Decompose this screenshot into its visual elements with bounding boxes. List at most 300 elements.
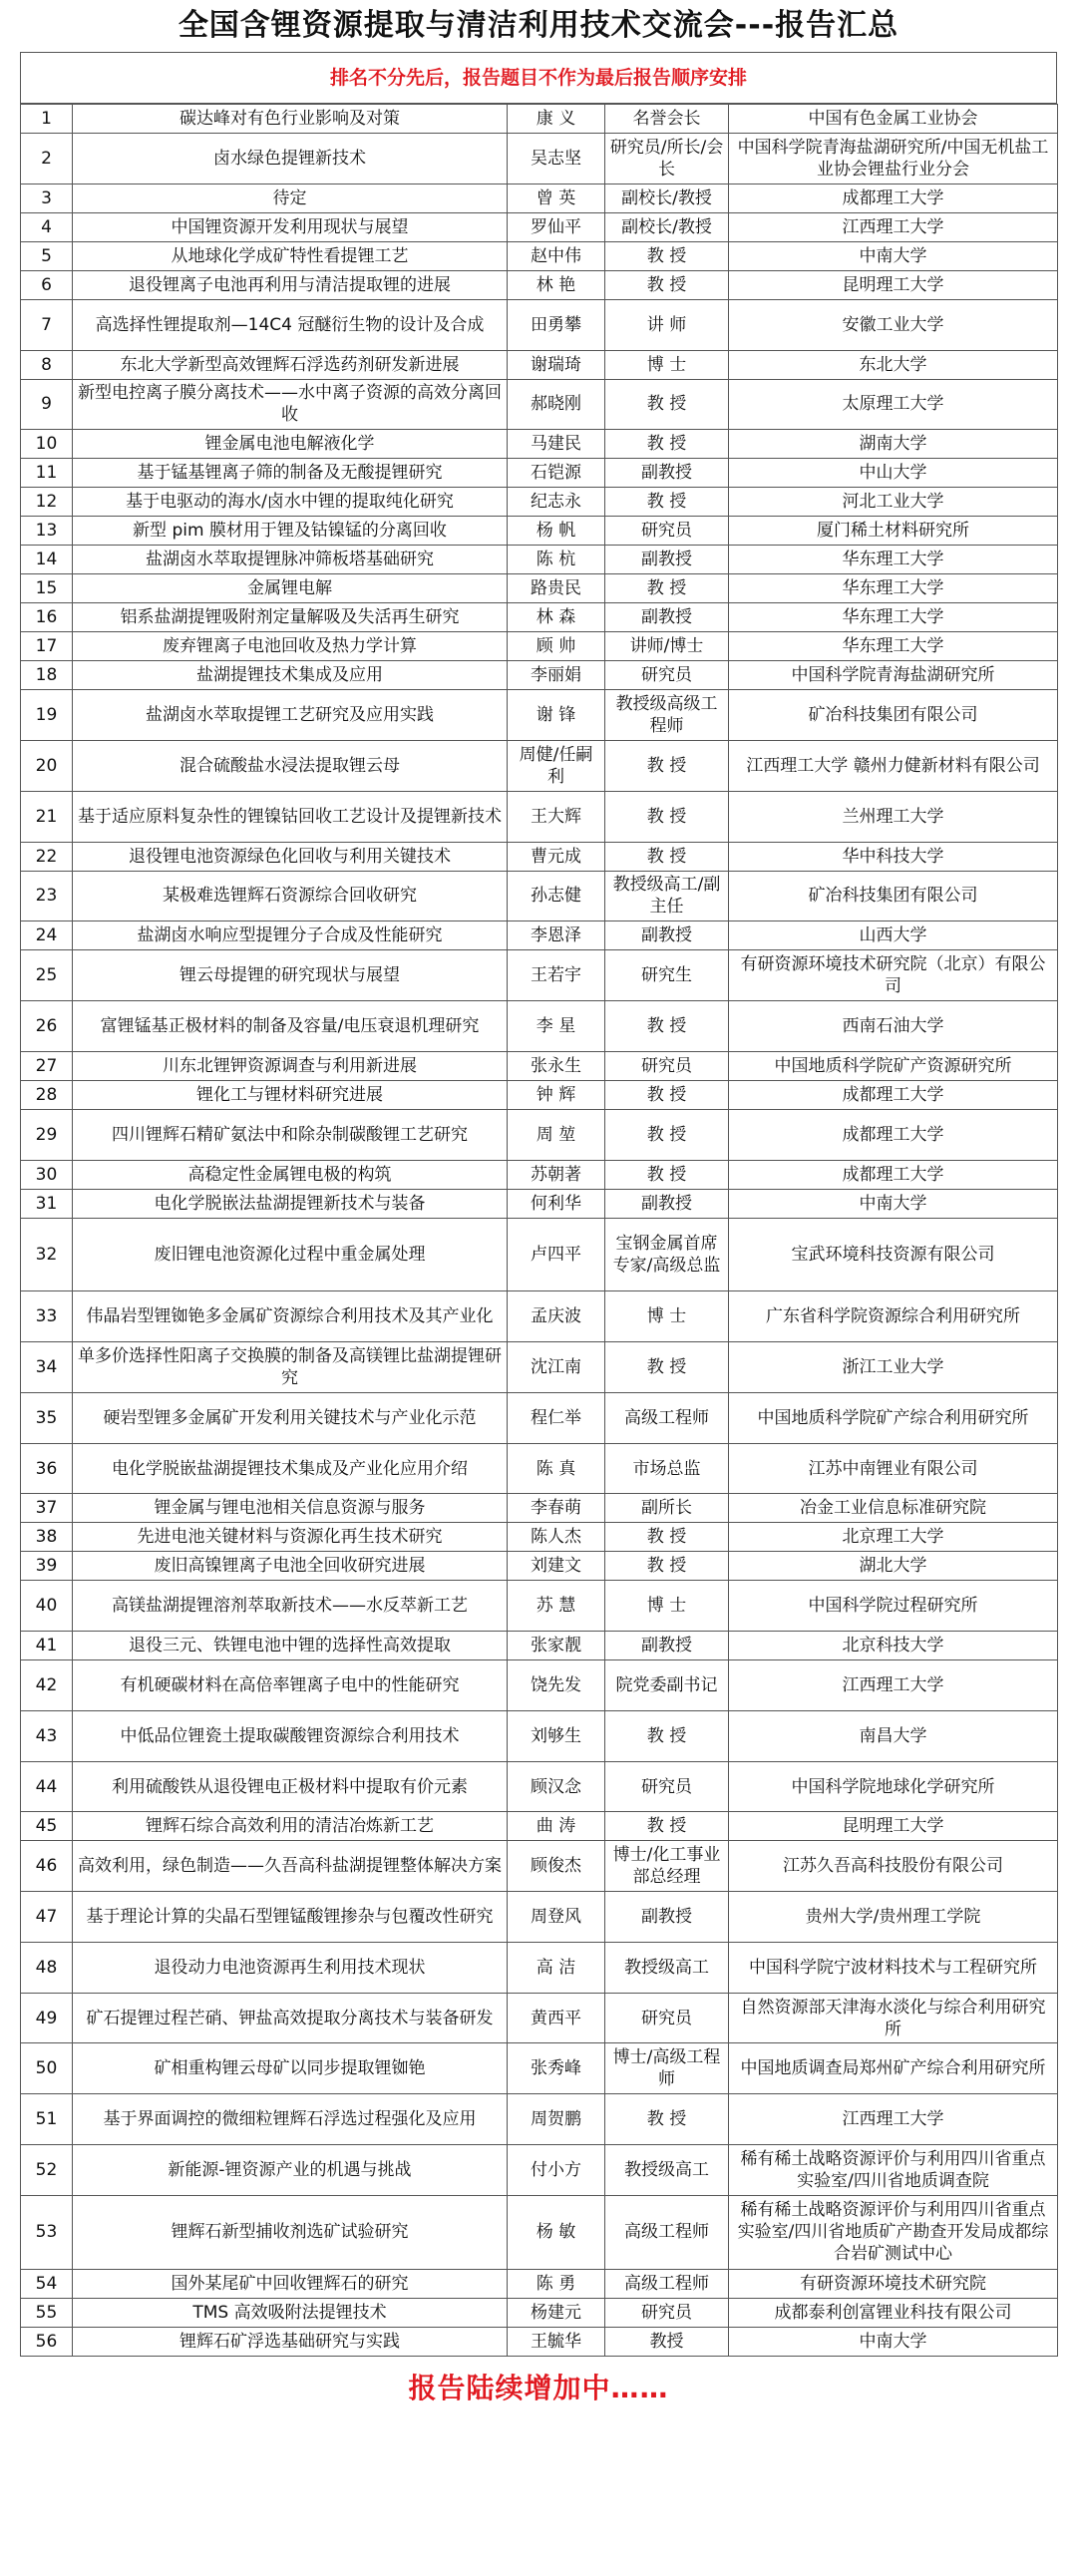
row-number-cell: 20: [21, 741, 73, 792]
speaker-name-cell: 曾 英: [508, 184, 605, 212]
speaker-title-cell: 博 士: [605, 1581, 729, 1632]
speaker-title-cell: 教 授: [605, 1710, 729, 1761]
speaker-name-cell: 卢四平: [508, 1218, 605, 1291]
speaker-name-cell: 周登风: [508, 1892, 605, 1943]
speaker-title-cell: 教 授: [605, 1812, 729, 1841]
speaker-name-cell: 张家靓: [508, 1632, 605, 1660]
speaker-name-cell: 林 森: [508, 603, 605, 632]
table-row: [21, 350, 1058, 379]
report-title-cell: 废旧高镍锂离子电池全回收研究进展: [73, 1552, 508, 1581]
speaker-title-cell: 研究员: [605, 517, 729, 546]
organization-cell: 成都理工大学: [729, 1109, 1058, 1160]
speaker-name-cell: 李丽娟: [508, 661, 605, 690]
table-row: [21, 1552, 1058, 1581]
row-number-cell: 52: [21, 2144, 73, 2195]
speaker-name-cell: 曲 涛: [508, 1812, 605, 1841]
organization-cell: 中国地质调查局郑州矿产综合利用研究所: [729, 2043, 1058, 2094]
table-row: [21, 632, 1058, 661]
speaker-name-cell: 李恩泽: [508, 921, 605, 950]
speaker-title-cell: 名誉会长: [605, 105, 729, 134]
speaker-title-cell: 教授级高级工程师: [605, 690, 729, 741]
table-row: [21, 741, 1058, 792]
table-row: [21, 1494, 1058, 1523]
report-title-cell: 铝系盐湖提锂吸附剂定量解吸及失活再生研究: [73, 603, 508, 632]
speaker-name-cell: 罗仙平: [508, 212, 605, 241]
speaker-title-cell: 研究员: [605, 2298, 729, 2327]
report-title-cell: 高选择性锂提取剂—14C4 冠醚衍生物的设计及合成: [73, 299, 508, 350]
speaker-title-cell: 研究生: [605, 950, 729, 1001]
table-row: [21, 379, 1058, 430]
speaker-name-cell: 何利华: [508, 1189, 605, 1218]
speaker-name-cell: 孟庆波: [508, 1291, 605, 1342]
row-number-cell: 51: [21, 2094, 73, 2145]
speaker-title-cell: 教 授: [605, 270, 729, 299]
table-row: [21, 1942, 1058, 1993]
organization-cell: 湖北大学: [729, 1552, 1058, 1581]
report-title-cell: 电化学脱嵌法盐湖提锂新技术与装备: [73, 1189, 508, 1218]
row-number-cell: 55: [21, 2298, 73, 2327]
row-number-cell: 45: [21, 1812, 73, 1841]
report-title-cell: 基于锰基锂离子筛的制备及无酸提锂研究: [73, 459, 508, 488]
row-number-cell: 14: [21, 546, 73, 574]
organization-cell: 贵州大学/贵州理工学院: [729, 1892, 1058, 1943]
table-row: [21, 791, 1058, 842]
speaker-name-cell: 林 艳: [508, 270, 605, 299]
organization-cell: 北京科技大学: [729, 1632, 1058, 1660]
organization-cell: 兰州理工大学: [729, 791, 1058, 842]
table-row: [21, 1660, 1058, 1711]
report-title-cell: 高镁盐湖提锂溶剂萃取新技术——水反萃新工艺: [73, 1581, 508, 1632]
row-number-cell: 8: [21, 350, 73, 379]
speaker-title-cell: 高级工程师: [605, 2195, 729, 2269]
organization-cell: 江西理工大学: [729, 1660, 1058, 1711]
speaker-title-cell: 讲师/博士: [605, 632, 729, 661]
speaker-title-cell: 教 授: [605, 430, 729, 459]
report-title-cell: 中国锂资源开发利用现状与展望: [73, 212, 508, 241]
table-row: [21, 921, 1058, 950]
report-title-cell: TMS 高效吸附法提锂技术: [73, 2298, 508, 2327]
table-row: [21, 299, 1058, 350]
row-number-cell: 18: [21, 661, 73, 690]
speaker-title-cell: 高级工程师: [605, 1392, 729, 1443]
organization-cell: 宝武环境科技资源有限公司: [729, 1218, 1058, 1291]
organization-cell: 中国科学院青海盐湖研究所/中国无机盐工业协会锂盐行业分会: [729, 134, 1058, 184]
speaker-title-cell: 教 授: [605, 379, 729, 430]
table-row: [21, 1160, 1058, 1189]
report-title-cell: 卤水绿色提锂新技术: [73, 134, 508, 184]
report-table-body: [21, 105, 1058, 2357]
report-title-cell: 退役动力电池资源再生利用技术现状: [73, 1942, 508, 1993]
row-number-cell: 24: [21, 921, 73, 950]
report-title-cell: 锂金属电池电解液化学: [73, 430, 508, 459]
organization-cell: 华中科技大学: [729, 842, 1058, 871]
table-row: [21, 1001, 1058, 1052]
row-number-cell: 23: [21, 871, 73, 921]
speaker-title-cell: 副教授: [605, 459, 729, 488]
row-number-cell: 25: [21, 950, 73, 1001]
organization-cell: 浙江工业大学: [729, 1342, 1058, 1393]
row-number-cell: 35: [21, 1392, 73, 1443]
speaker-title-cell: 高级工程师: [605, 2269, 729, 2298]
row-number-cell: 27: [21, 1051, 73, 1080]
organization-cell: 矿冶科技集团有限公司: [729, 871, 1058, 921]
report-title-cell: 待定: [73, 184, 508, 212]
table-row: [21, 842, 1058, 871]
speaker-title-cell: 博 士: [605, 1291, 729, 1342]
speaker-title-cell: 副校长/教授: [605, 184, 729, 212]
report-title-cell: 某极难选锂辉石资源综合回收研究: [73, 871, 508, 921]
speaker-name-cell: 赵中伟: [508, 241, 605, 270]
table-row: [21, 2094, 1058, 2145]
table-row: [21, 241, 1058, 270]
report-title-cell: 伟晶岩型锂铷铯多金属矿资源综合利用技术及其产业化: [73, 1291, 508, 1342]
organization-cell: 东北大学: [729, 350, 1058, 379]
report-title-cell: 锂化工与锂材料研究进展: [73, 1080, 508, 1109]
table-row: [21, 212, 1058, 241]
report-title-cell: 单多价选择性阳离子交换膜的制备及高镁锂比盐湖提锂研究: [73, 1342, 508, 1393]
table-row: [21, 1841, 1058, 1892]
table-row: [21, 459, 1058, 488]
speaker-name-cell: 郝晓刚: [508, 379, 605, 430]
row-number-cell: 19: [21, 690, 73, 741]
speaker-name-cell: 刘建文: [508, 1552, 605, 1581]
organization-cell: 成都理工大学: [729, 1160, 1058, 1189]
table-row: [21, 2144, 1058, 2195]
report-title-cell: 退役三元、铁锂电池中锂的选择性高效提取: [73, 1632, 508, 1660]
table-row: [21, 2298, 1058, 2327]
table-row: [21, 1291, 1058, 1342]
row-number-cell: 54: [21, 2269, 73, 2298]
speaker-name-cell: 陈人杰: [508, 1523, 605, 1552]
report-title-cell: 从地球化学成矿特性看提锂工艺: [73, 241, 508, 270]
table-row: [21, 1443, 1058, 1494]
report-title-cell: 四川锂辉石精矿氨法中和除杂制碳酸锂工艺研究: [73, 1109, 508, 1160]
speaker-title-cell: 教 授: [605, 1080, 729, 1109]
organization-cell: 江西理工大学: [729, 2094, 1058, 2145]
speaker-name-cell: 周贺鹏: [508, 2094, 605, 2145]
row-number-cell: 9: [21, 379, 73, 430]
report-title-cell: 东北大学新型高效锂辉石浮选药剂研发新进展: [73, 350, 508, 379]
table-row: [21, 574, 1058, 603]
speaker-name-cell: 陈 勇: [508, 2269, 605, 2298]
report-title-cell: 电化学脱嵌盐湖提锂技术集成及产业化应用介绍: [73, 1443, 508, 1494]
speaker-title-cell: 教 授: [605, 574, 729, 603]
speaker-name-cell: 周健/任嗣利: [508, 741, 605, 792]
speaker-title-cell: 副教授: [605, 1632, 729, 1660]
table-row: [21, 1051, 1058, 1080]
table-row: [21, 1993, 1058, 2043]
report-title-cell: 硬岩型锂多金属矿开发利用关键技术与产业化示范: [73, 1392, 508, 1443]
speaker-title-cell: 宝钢金属首席专家/高级总监: [605, 1218, 729, 1291]
row-number-cell: 56: [21, 2327, 73, 2356]
row-number-cell: 28: [21, 1080, 73, 1109]
row-number-cell: 42: [21, 1660, 73, 1711]
speaker-name-cell: 谢 锋: [508, 690, 605, 741]
report-title-cell: 利用硫酸铁从退役锂电正极材料中提取有价元素: [73, 1761, 508, 1812]
organization-cell: 江苏中南锂业有限公司: [729, 1443, 1058, 1494]
speaker-name-cell: 康 义: [508, 105, 605, 134]
speaker-name-cell: 苏 慧: [508, 1581, 605, 1632]
table-row: [21, 950, 1058, 1001]
report-title-cell: 金属锂电解: [73, 574, 508, 603]
speaker-title-cell: 副教授: [605, 1892, 729, 1943]
row-number-cell: 6: [21, 270, 73, 299]
row-number-cell: 41: [21, 1632, 73, 1660]
row-number-cell: 12: [21, 488, 73, 517]
report-title-cell: 新型 pim 膜材用于锂及钴镍锰的分离回收: [73, 517, 508, 546]
organization-cell: 太原理工大学: [729, 379, 1058, 430]
table-row: [21, 1080, 1058, 1109]
speaker-title-cell: 教 授: [605, 791, 729, 842]
report-title-cell: 退役锂电池资源绿色化回收与利用关键技术: [73, 842, 508, 871]
table-row: [21, 184, 1058, 212]
row-number-cell: 3: [21, 184, 73, 212]
organization-cell: 江西理工大学 赣州力健新材料有限公司: [729, 741, 1058, 792]
report-title-cell: 中低品位锂瓷土提取碳酸锂资源综合利用技术: [73, 1710, 508, 1761]
row-number-cell: 32: [21, 1218, 73, 1291]
speaker-name-cell: 顾俊杰: [508, 1841, 605, 1892]
row-number-cell: 40: [21, 1581, 73, 1632]
organization-cell: 华东理工大学: [729, 632, 1058, 661]
speaker-title-cell: 研究员: [605, 661, 729, 690]
speaker-title-cell: 市场总监: [605, 1443, 729, 1494]
organization-cell: 中国地质科学院矿产资源研究所: [729, 1051, 1058, 1080]
speaker-name-cell: 陈 杭: [508, 546, 605, 574]
speaker-name-cell: 孙志健: [508, 871, 605, 921]
speaker-title-cell: 研究员: [605, 1993, 729, 2043]
speaker-name-cell: 刘够生: [508, 1710, 605, 1761]
speaker-title-cell: 副教授: [605, 603, 729, 632]
report-title-cell: 矿相重构锂云母矿以同步提取锂铷铯: [73, 2043, 508, 2094]
row-number-cell: 15: [21, 574, 73, 603]
speaker-title-cell: 教 授: [605, 488, 729, 517]
speaker-title-cell: 教授: [605, 2327, 729, 2356]
report-title-cell: 退役锂离子电池再利用与清洁提取锂的进展: [73, 270, 508, 299]
table-row: [21, 1632, 1058, 1660]
speaker-title-cell: 讲 师: [605, 299, 729, 350]
organization-cell: 中南大学: [729, 2327, 1058, 2356]
table-row: [21, 661, 1058, 690]
row-number-cell: 21: [21, 791, 73, 842]
row-number-cell: 13: [21, 517, 73, 546]
table-row: [21, 1342, 1058, 1393]
speaker-title-cell: 教 授: [605, 842, 729, 871]
speaker-name-cell: 杨建元: [508, 2298, 605, 2327]
report-title-cell: 先进电池关键材料与资源化再生技术研究: [73, 1523, 508, 1552]
speaker-name-cell: 吴志坚: [508, 134, 605, 184]
table-row: [21, 105, 1058, 134]
table-row: [21, 1523, 1058, 1552]
page-title: 全国含锂资源提取与清洁利用技术交流会---报告汇总: [178, 8, 899, 43]
organization-cell: 中山大学: [729, 459, 1058, 488]
row-number-cell: 49: [21, 1993, 73, 2043]
organization-cell: 北京理工大学: [729, 1523, 1058, 1552]
row-number-cell: 48: [21, 1942, 73, 1993]
speaker-name-cell: 陈 真: [508, 1443, 605, 1494]
row-number-cell: 46: [21, 1841, 73, 1892]
row-number-cell: 5: [21, 241, 73, 270]
speaker-title-cell: 教授级高工/副主任: [605, 871, 729, 921]
organization-cell: 昆明理工大学: [729, 1812, 1058, 1841]
row-number-cell: 1: [21, 105, 73, 134]
speaker-title-cell: 教 授: [605, 1160, 729, 1189]
report-title-cell: 川东北锂钾资源调查与利用新进展: [73, 1051, 508, 1080]
speaker-title-cell: 教 授: [605, 1523, 729, 1552]
organization-cell: 成都理工大学: [729, 1080, 1058, 1109]
speaker-name-cell: 王大辉: [508, 791, 605, 842]
organization-cell: 自然资源部天津海水淡化与综合利用研究所: [729, 1993, 1058, 2043]
organization-cell: 中国地质科学院矿产综合利用研究所: [729, 1392, 1058, 1443]
organization-cell: 中南大学: [729, 241, 1058, 270]
report-title-cell: 锂辉石综合高效利用的清洁冶炼新工艺: [73, 1812, 508, 1841]
row-number-cell: 50: [21, 2043, 73, 2094]
speaker-name-cell: 顾 帅: [508, 632, 605, 661]
table-row: [21, 1761, 1058, 1812]
speaker-title-cell: 教 授: [605, 741, 729, 792]
speaker-title-cell: 副教授: [605, 921, 729, 950]
organization-cell: 昆明理工大学: [729, 270, 1058, 299]
row-number-cell: 36: [21, 1443, 73, 1494]
speaker-title-cell: 副教授: [605, 546, 729, 574]
table-row: [21, 546, 1058, 574]
row-number-cell: 34: [21, 1342, 73, 1393]
speaker-name-cell: 黄西平: [508, 1993, 605, 2043]
speaker-name-cell: 曹元成: [508, 842, 605, 871]
table-row: [21, 430, 1058, 459]
row-number-cell: 30: [21, 1160, 73, 1189]
report-title-cell: 盐湖卤水响应型提锂分子合成及性能研究: [73, 921, 508, 950]
speaker-name-cell: 张永生: [508, 1051, 605, 1080]
speaker-name-cell: 杨 帆: [508, 517, 605, 546]
speaker-name-cell: 谢瑞琦: [508, 350, 605, 379]
report-title-cell: 废弃锂离子电池回收及热力学计算: [73, 632, 508, 661]
table-row: [21, 1812, 1058, 1841]
table-row: [21, 1109, 1058, 1160]
speaker-title-cell: 教 授: [605, 1109, 729, 1160]
row-number-cell: 10: [21, 430, 73, 459]
organization-cell: 中国科学院青海盐湖研究所: [729, 661, 1058, 690]
report-title-cell: 国外某尾矿中回收锂辉石的研究: [73, 2269, 508, 2298]
row-number-cell: 7: [21, 299, 73, 350]
table-row: [21, 2195, 1058, 2269]
report-title-cell: 基于理论计算的尖晶石型锂锰酸锂掺杂与包覆改性研究: [73, 1892, 508, 1943]
row-number-cell: 29: [21, 1109, 73, 1160]
speaker-title-cell: 教 授: [605, 2094, 729, 2145]
row-number-cell: 17: [21, 632, 73, 661]
speaker-name-cell: 李 星: [508, 1001, 605, 1052]
table-row: [21, 488, 1058, 517]
organization-cell: 稀有稀土战略资源评价与利用四川省重点实验室/四川省地质矿产勘查开发局成都综合岩矿测试中心: [729, 2195, 1058, 2269]
row-number-cell: 47: [21, 1892, 73, 1943]
table-row: [21, 1189, 1058, 1218]
speaker-title-cell: 研究员: [605, 1051, 729, 1080]
speaker-name-cell: 石铠源: [508, 459, 605, 488]
row-number-cell: 2: [21, 134, 73, 184]
organization-cell: 成都泰利创富锂业科技有限公司: [729, 2298, 1058, 2327]
table-row: [21, 603, 1058, 632]
speaker-title-cell: 博士/化工事业部总经理: [605, 1841, 729, 1892]
organization-cell: 南昌大学: [729, 1710, 1058, 1761]
speaker-name-cell: 杨 敏: [508, 2195, 605, 2269]
report-title-cell: 新型电控离子膜分离技术——水中离子资源的高效分离回收: [73, 379, 508, 430]
organization-cell: 华东理工大学: [729, 546, 1058, 574]
organization-cell: 河北工业大学: [729, 488, 1058, 517]
speaker-title-cell: 副教授: [605, 1189, 729, 1218]
table-row: [21, 1218, 1058, 1291]
table-row: [21, 690, 1058, 741]
speaker-name-cell: 钟 辉: [508, 1080, 605, 1109]
speaker-title-cell: 博 士: [605, 350, 729, 379]
organization-cell: 华东理工大学: [729, 603, 1058, 632]
organization-cell: 有研资源环境技术研究院: [729, 2269, 1058, 2298]
row-number-cell: 11: [21, 459, 73, 488]
speaker-name-cell: 田勇攀: [508, 299, 605, 350]
speaker-title-cell: 教 授: [605, 241, 729, 270]
table-row: [21, 2269, 1058, 2298]
organization-cell: 厦门稀土材料研究所: [729, 517, 1058, 546]
table-row: [21, 2043, 1058, 2094]
report-title-cell: 新能源-锂资源产业的机遇与挑战: [73, 2144, 508, 2195]
report-title-cell: 有机硬碳材料在高倍率锂离子电中的性能研究: [73, 1660, 508, 1711]
row-number-cell: 38: [21, 1523, 73, 1552]
speaker-name-cell: 高 洁: [508, 1942, 605, 1993]
speaker-name-cell: 饶先发: [508, 1660, 605, 1711]
speaker-name-cell: 程仁举: [508, 1392, 605, 1443]
row-number-cell: 37: [21, 1494, 73, 1523]
report-title-cell: 锂辉石矿浮选基础研究与实践: [73, 2327, 508, 2356]
report-title-cell: 基于电驱动的海水/卤水中锂的提取纯化研究: [73, 488, 508, 517]
organization-cell: 矿冶科技集团有限公司: [729, 690, 1058, 741]
speaker-title-cell: 教 授: [605, 1001, 729, 1052]
organization-cell: 西南石油大学: [729, 1001, 1058, 1052]
report-table: [20, 104, 1058, 2357]
table-row: [21, 1581, 1058, 1632]
speaker-title-cell: 研究员/所长/会长: [605, 134, 729, 184]
speaker-title-cell: 博士/高级工程师: [605, 2043, 729, 2094]
speaker-title-cell: 教 授: [605, 1552, 729, 1581]
row-number-cell: 4: [21, 212, 73, 241]
row-number-cell: 22: [21, 842, 73, 871]
footer-note: 报告陆续增加中……: [408, 2371, 669, 2404]
organization-cell: 有研资源环境技术研究院（北京）有限公司: [729, 950, 1058, 1001]
speaker-name-cell: 李春萌: [508, 1494, 605, 1523]
organization-cell: 广东省科学院资源综合利用研究所: [729, 1291, 1058, 1342]
organization-cell: 中国科学院过程研究所: [729, 1581, 1058, 1632]
organization-cell: 安徽工业大学: [729, 299, 1058, 350]
organization-cell: 成都理工大学: [729, 184, 1058, 212]
organization-cell: 华东理工大学: [729, 574, 1058, 603]
report-title-cell: 碳达峰对有色行业影响及对策: [73, 105, 508, 134]
speaker-name-cell: 纪志永: [508, 488, 605, 517]
organization-cell: 江西理工大学: [729, 212, 1058, 241]
organization-cell: 中国有色金属工业协会: [729, 105, 1058, 134]
speaker-name-cell: 付小方: [508, 2144, 605, 2195]
organization-cell: 山西大学: [729, 921, 1058, 950]
table-row: [21, 1392, 1058, 1443]
speaker-name-cell: 沈江南: [508, 1342, 605, 1393]
organization-cell: 冶金工业信息标准研究院: [729, 1494, 1058, 1523]
report-title-cell: 盐湖提锂技术集成及应用: [73, 661, 508, 690]
organization-cell: 稀有稀土战略资源评价与利用四川省重点实验室/四川省地质调查院: [729, 2144, 1058, 2195]
report-title-cell: 锂云母提锂的研究现状与展望: [73, 950, 508, 1001]
speaker-name-cell: 顾汉念: [508, 1761, 605, 1812]
table-row: [21, 871, 1058, 921]
report-title-cell: 混合硫酸盐水浸法提取锂云母: [73, 741, 508, 792]
report-title-cell: 锂辉石新型捕收剂选矿试验研究: [73, 2195, 508, 2269]
speaker-name-cell: 苏朝著: [508, 1160, 605, 1189]
report-title-cell: 高效利用，绿色制造——久吾高科盐湖提锂整体解决方案: [73, 1841, 508, 1892]
row-number-cell: 16: [21, 603, 73, 632]
